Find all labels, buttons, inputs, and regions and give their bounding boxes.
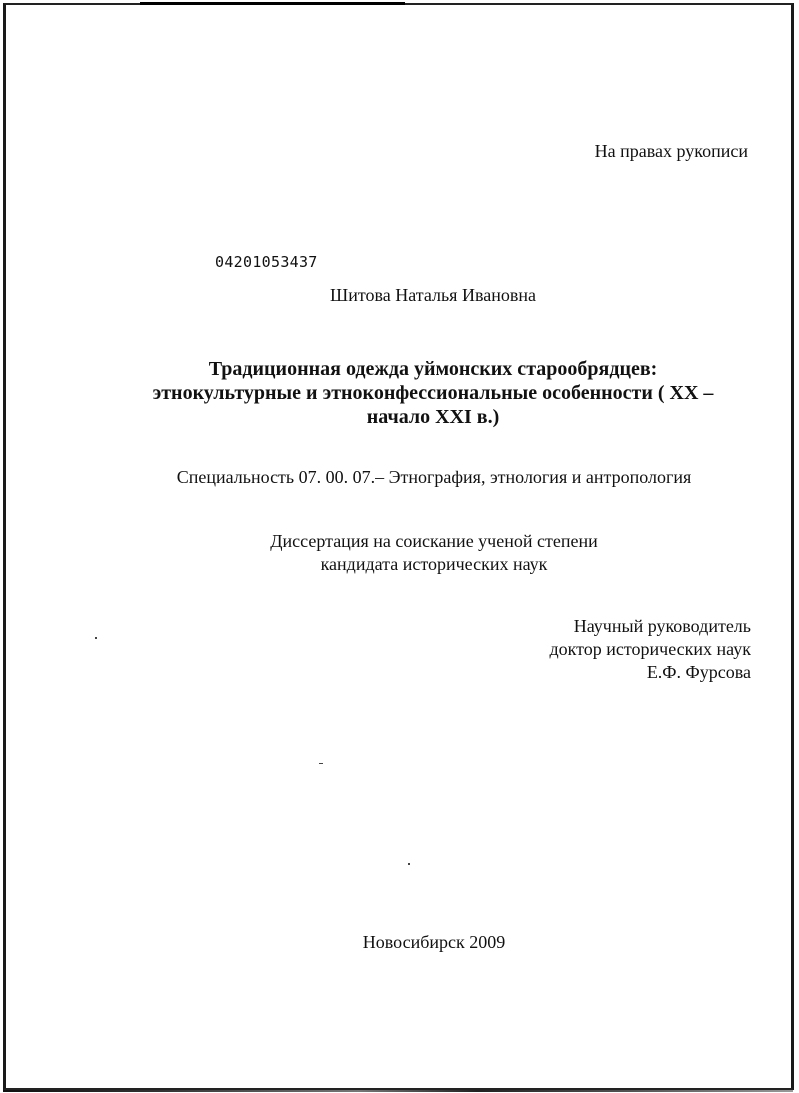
scan-speck [95,637,97,639]
degree-line-1: Диссертация на соискание ученой степени [270,531,598,551]
title-line-3: начало XXI в.) [366,406,500,428]
title-line-2: этнокультурные и этноконфессиональные особенности ( XX – [152,382,714,404]
supervisor-role: Научный руководитель [573,616,751,636]
rights-note: На правах рукописи [594,141,748,161]
city-year: Новосибирск 2009 [362,932,506,952]
scan-speck [319,763,323,764]
degree-line-2: кандидата исторических наук [320,554,548,574]
scan-speck [408,863,410,865]
supervisor-name: Е.Ф. Фурсова [646,662,751,682]
catalog-code: 04201053437 [215,253,318,271]
top-border-scan-mark [140,2,405,5]
specialty-line: Специальность 07. 00. 07.– Этнография, этнология и антропология [176,467,692,487]
title-line-1: Традиционная одежда уймонских старообрядцев: [208,358,658,380]
bottom-border-scan-shade [3,1090,793,1092]
degree-statement [0,530,799,576]
dissertation-title [0,357,799,429]
author-name: Шитова Наталья Ивановна [330,285,536,305]
supervisor-degree: доктор исторических наук [549,639,751,659]
supervisor-block [550,615,752,684]
